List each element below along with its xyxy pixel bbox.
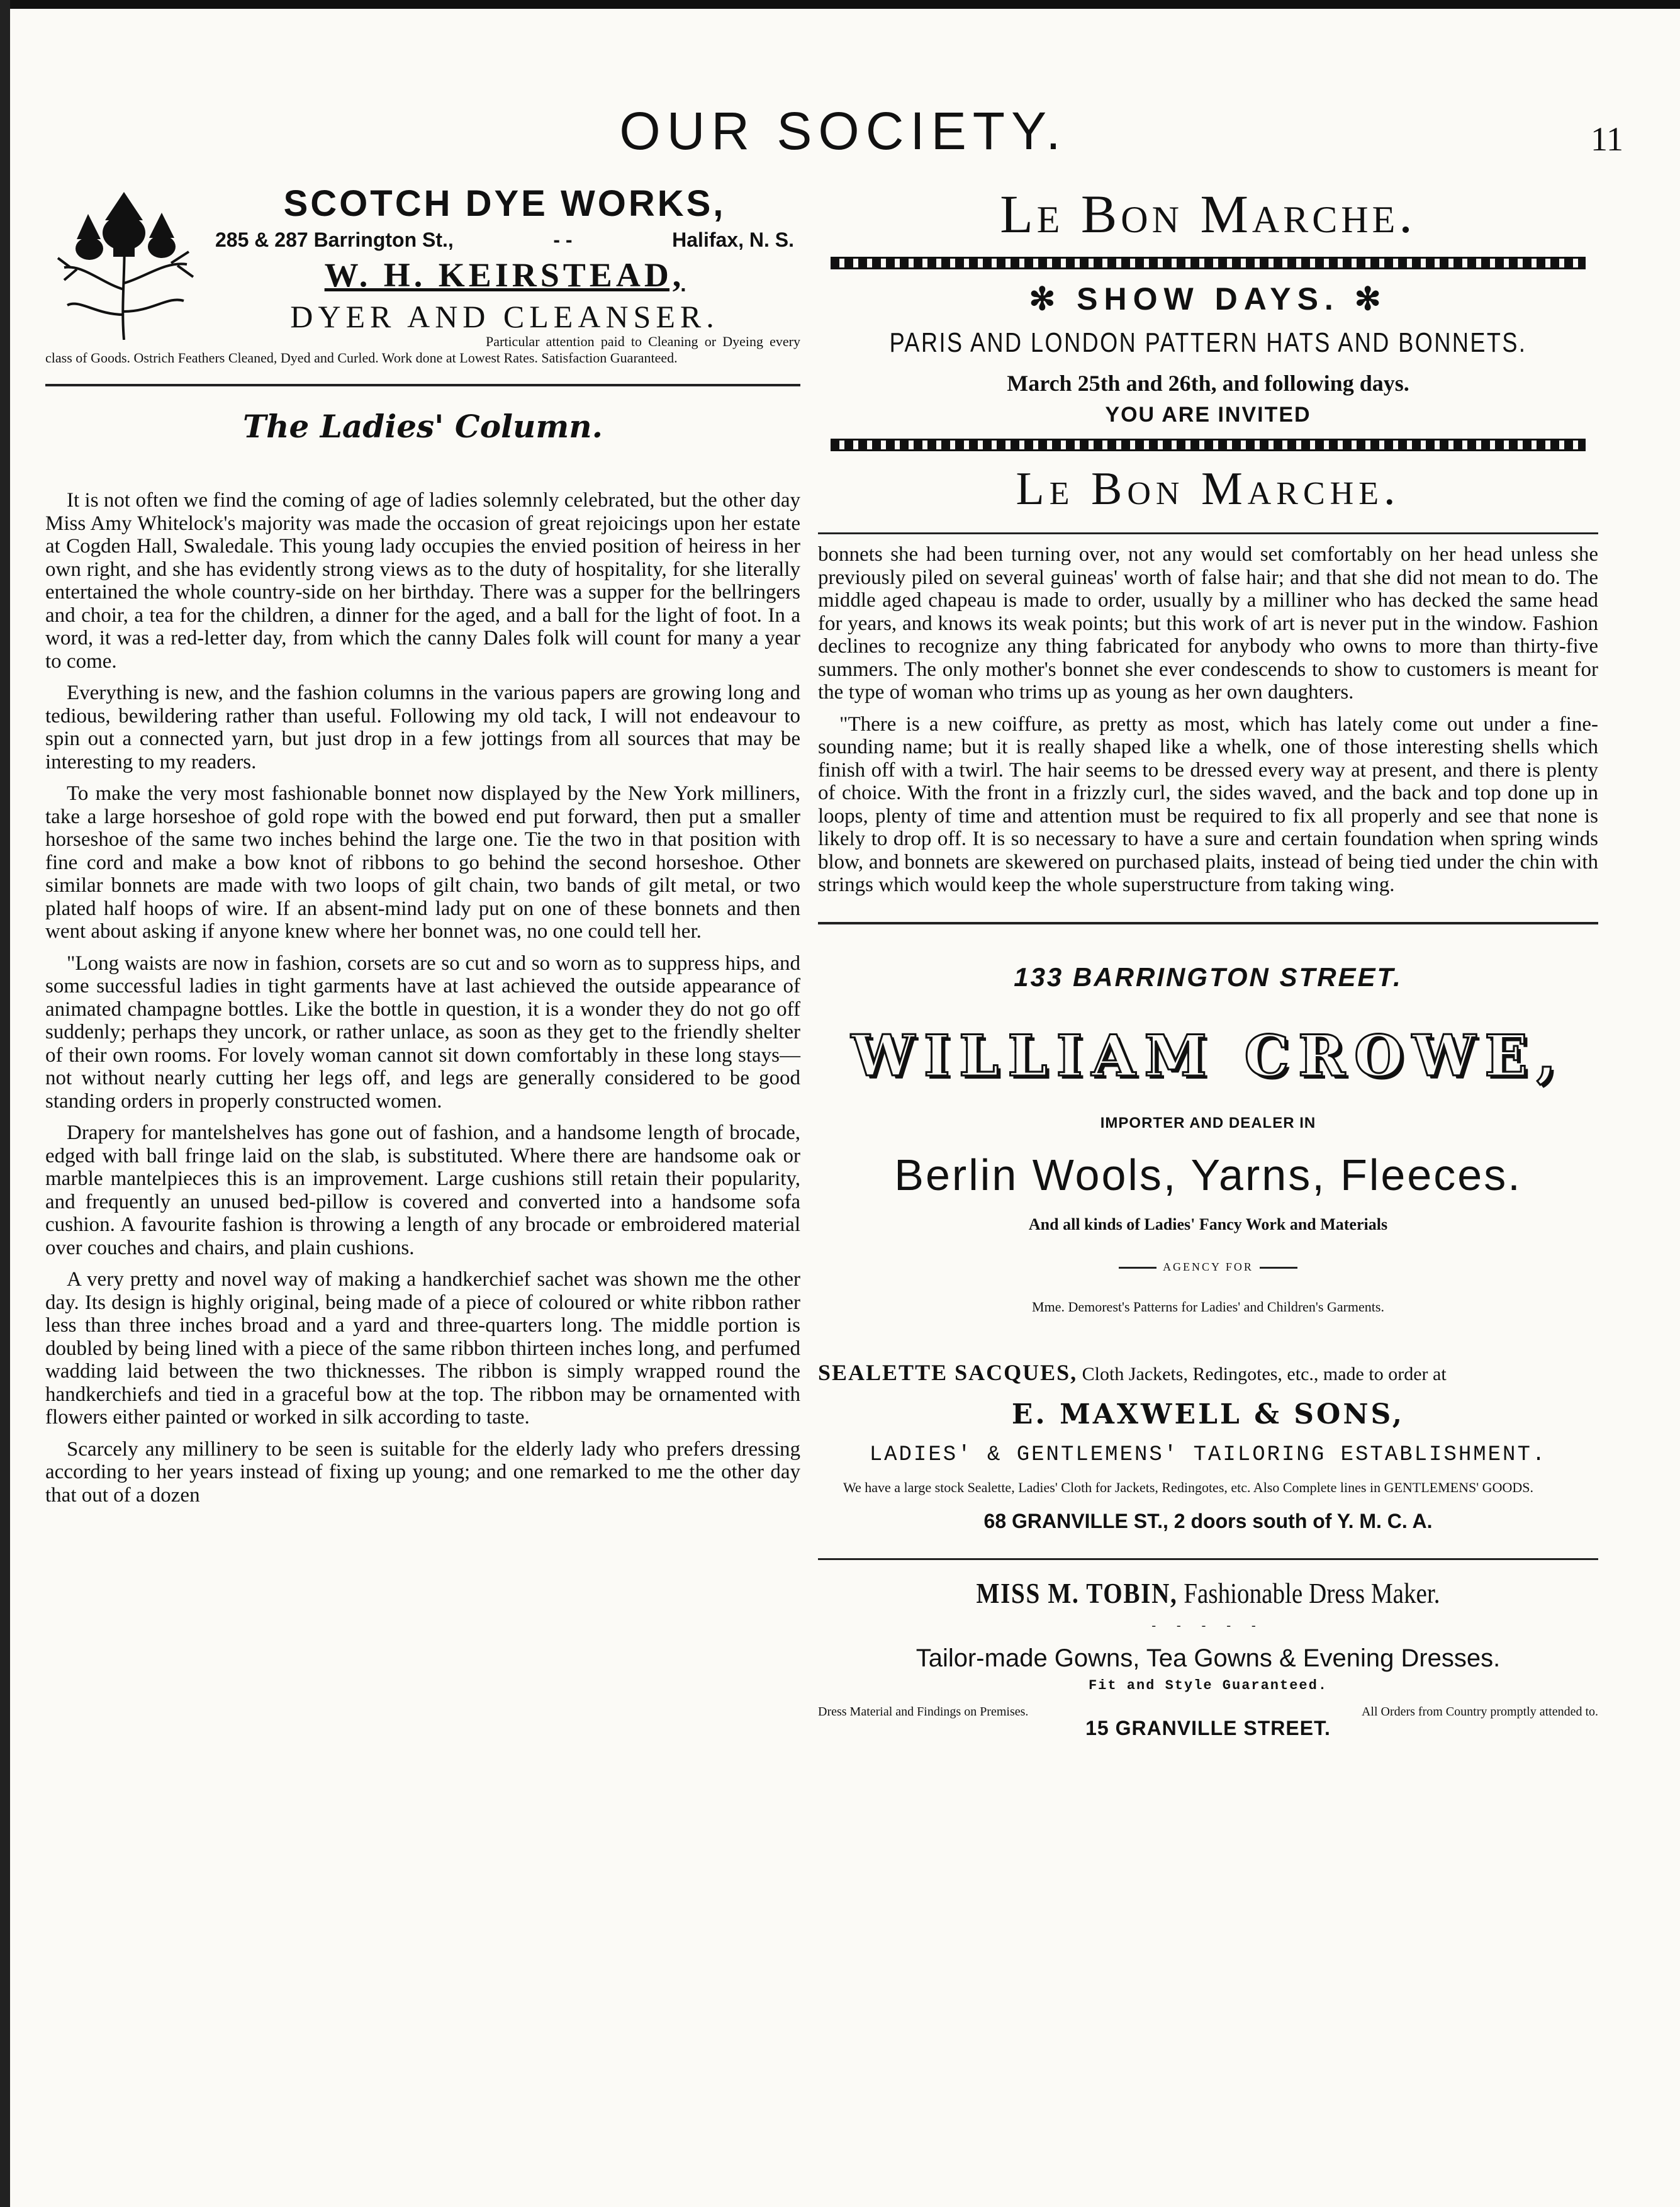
section-divider: [818, 922, 1598, 924]
crowe-patterns: Mme. Demorest's Patterns for Ladies' and Children's Garments.: [1032, 1298, 1384, 1315]
dash-rule: [1260, 1267, 1297, 1269]
dye-works-city: Halifax, N. S.: [672, 228, 794, 251]
crowe-importer: IMPORTER AND DEALER IN: [1100, 1114, 1316, 1132]
tobin-trade: Fashionable Dress Maker.: [1184, 1576, 1440, 1609]
paragraph: Scarcely any millinery to be seen is suitable for the elderly lady who prefers dressing according to her years instead of fixing up young; and one remarked to me the other day that out of a dozen: [45, 1437, 800, 1507]
paragraph: bonnets she had been turning over, not any would set comfortably on her head unless she previously piled on several guineas' worth of false hair; and that she did not mean to do. The middle aged chapeau is made to order, usually by a milliner who has decked the same head for years, and knows its weak points; but this work of art is never put in the window. Fashion declines to recognize any thing fabricated for anybody who owns to more than thirty-five summers. The only mother's bonnet she ever condescends to show to customers is meant for the type of woman who trims up as young as her own daughters.: [818, 543, 1598, 704]
show-days-heading: ✻ SHOW DAYS. ✻: [1029, 281, 1387, 317]
maxwell-ad: [818, 1359, 1598, 1560]
page-number: 11: [1591, 120, 1623, 158]
bon-marche-ad: [818, 183, 1598, 534]
paragraph: To make the very most fashionable bonnet now displayed by the New York milliners, take a large horseshoe of gold rope with the bowed end put forward, then put a smaller horseshoe of the same two inches behind the large one. Tie the two in that position with fine cord and make a bow knot of ribbons to go behind the second horseshoe. Other similar bonnets are made with two loops of gilt chain, two bands of gilt metal, or two plated half hoops of wire. If an absent-mind lady put on one of these bonnets and then went about asking if anyone knew where her bonnet was, no one could tell her.: [45, 782, 800, 943]
paragraph: Drapery for mantelshelves has gone out of fashion, and a handsome length of brocade, edged with ball fringe laid on the slab, is substituted. Where there are handsome oak or marble mantelpieces this is an improvement. Large cushions still retain their popularity, and frequently an unused bed-pillow is covered and converted into a handsome sofa cushion. A favourite fashion is throwing a length of any brocade or embroidered material over couches and chairs, and plain cushions.: [45, 1121, 800, 1259]
dye-works-address: 285 & 287 Barrington St.,: [215, 228, 454, 251]
invitation: YOU ARE INVITED: [1105, 403, 1311, 427]
show-dates: March 25th and 26th, and following days.: [1007, 371, 1409, 396]
page-border-left: [0, 0, 10, 2207]
section-divider: [818, 532, 1598, 534]
bon-marche-title: Le Bon Marche.: [1000, 184, 1416, 244]
sealette-rest: Cloth Jackets, Redingotes, etc., made to order at: [1082, 1363, 1447, 1384]
bon-marche-title-repeat: Le Bon Marche.: [1016, 463, 1401, 515]
ornamental-rule: [831, 257, 1586, 269]
maxwell-stock: We have a large stock Sealette, Ladies' Cloth for Jackets, Redingotes, etc. Also Complete lines in GENTLEMENS' GOODS.: [843, 1479, 1533, 1495]
dash-rule: [1119, 1267, 1156, 1269]
tobin-name: MISS M. TOBIN,: [976, 1576, 1178, 1609]
ornamental-dots: - - - - -: [1151, 1618, 1265, 1632]
paragraph: A very pretty and novel way of making a handkerchief sachet was shown me the other day. Its design is highly original, being made of a piece of coloured or white ribbon rather less than three inches broad and a yard and three-quarters long. The middle portion is doubled by being lined with a piece of the same ribbon thirteen inches long, and perfumed wadding laid between the two thicknesses. The ribbon is simply wrapped round the handkerchiefs and tied in a graceful bow at the top. The ribbon may be ornamented with flowers either painted or worked in silk according to taste.: [45, 1268, 800, 1429]
tobin-address: 15 GRANVILLE STREET.: [1085, 1716, 1331, 1739]
sealette-line: [818, 1359, 1598, 1386]
william-crowe-ad: [818, 962, 1598, 1315]
dye-works-address-separator: - -: [553, 228, 573, 251]
dye-works-note: Particular attention paid to Cleaning or Dyeing every class of Goods. Ostrich Feathers Cleaned, Dyed and Curled. Work done at Lowest Rates. Satisfaction Guaranteed.: [45, 334, 800, 366]
paragraph: "Long waists are now in fashion, corsets are so cut and so worn as to suppress hips, and some successful ladies in tight garments have at last achieved the outside appearance of animated champagne bottles. Like the bottle in question, it is a wonder they do not go off suddenly; perhaps they uncork, or rather unlace, as soon as they get to the friendly shelter of their own rooms. For lovely woman cannot sit down comfortably in these long stays—not without nearly cutting her legs off, and legs are generally considered to be good standing orders in properly constructed women.: [45, 952, 800, 1113]
tobin-heading: [876, 1576, 1540, 1610]
crowe-agency-label: AGENCY FOR: [1163, 1260, 1253, 1273]
crowe-name: WILLIAM CROWE,: [851, 1022, 1565, 1089]
pattern-hats-line: PARIS AND LONDON PATTERN HATS AND BONNETS.: [889, 327, 1527, 358]
crowe-wools: Berlin Wools, Yarns, Fleeces.: [894, 1150, 1522, 1199]
paragraph: Everything is new, and the fashion columns in the various papers are growing long and tedious, bewildering rather than useful. Following my old tack, I will not endeavour to spin out a connected yarn, but just drop in a few jottings from all sources that may be interesting to my readers.: [45, 682, 800, 773]
tobin-note-right: All Orders from Country promptly attended to.: [1361, 1704, 1598, 1719]
maxwell-name: E. MAXWELL & SONS,: [1011, 1398, 1405, 1430]
paragraph: It is not often we find the coming of age of ladies solemnly celebrated, but the other day Miss Amy Whitelock's majority was made the occasion of great rejoicings upon her estate at Cogden Hall, Swaledale. This young lady occupies the envied position of heiress in her own right, and she has evidently strong views as to the duty of hospitality, for she literally entertained the whole country-side on her birthday. There was a supper for the bellringers and choir, a tea for the children, a dinner for the aged, and a ball for the light of foot. In a word, it was a red-letter day, from which the canny Dales folk will count for many a year to come.: [45, 489, 800, 673]
section-divider: [818, 1558, 1598, 1560]
tobin-fit: Fit and Style Guaranteed.: [1088, 1677, 1328, 1693]
dye-works-owner: W. H. KEIRSTEAD,: [324, 256, 685, 294]
page-border-top: [0, 0, 1680, 9]
dye-works-ad: [45, 183, 800, 384]
crowe-street: 133 BARRINGTON STREET.: [1014, 962, 1403, 992]
crowe-agency: [818, 1261, 1598, 1274]
right-column: [818, 183, 1598, 1740]
ladies-column-title: The Ladies' Column.: [242, 408, 603, 445]
section-divider: [45, 384, 800, 386]
maxwell-tailoring: LADIES' & GENTLEMENS' TAILORING ESTABLISHMENT.: [869, 1442, 1547, 1467]
tobin-ad: [818, 1576, 1598, 1740]
left-column: [45, 183, 800, 1515]
paragraph: "There is a new coiffure, as pretty as most, which has lately come out under a fine-sounding name; but it is really shaped like a whelk, one of those interesting shells which finish off with a twirl. The hair seems to be dressed every way at present, and there is plenty of choice. With the front in a frizzly curl, the sides waved, and the back and top done up in loops, plenty of time and attention must be required to fix all properly and see that none is likely to drop off. It is so necessary to have a sure and certain foundation when spring winds blow, and bonnets are skewered on purchased plaits, instead of being tied under the chin with strings which would keep the whole superstructure from taking wing.: [818, 712, 1598, 896]
tobin-gowns: Tailor-made Gowns, Tea Gowns & Evening Dresses.: [916, 1644, 1501, 1672]
dye-works-address-line: [209, 228, 800, 252]
sealette-bold: SEALETTE SACQUES,: [818, 1359, 1078, 1385]
tobin-note-left: Dress Material and Findings on Premises.: [818, 1704, 1029, 1719]
dye-works-name: SCOTCH DYE WORKS,: [283, 183, 726, 224]
ladies-column-continued: [818, 543, 1598, 897]
thistle-icon: [45, 189, 203, 346]
dye-works-role: DYER AND CLEANSER.: [290, 299, 719, 334]
ornamental-rule: [831, 439, 1586, 451]
crowe-fancy-work: And all kinds of Ladies' Fancy Work and Materials: [1028, 1215, 1388, 1233]
maxwell-address: 68 GRANVILLE ST., 2 doors south of Y. M. C. A.: [983, 1509, 1433, 1532]
ladies-column-body: [45, 489, 800, 1507]
masthead: [38, 101, 1649, 170]
publication-title: OUR SOCIETY.: [619, 101, 1067, 160]
dye-works-heading: [209, 183, 800, 335]
